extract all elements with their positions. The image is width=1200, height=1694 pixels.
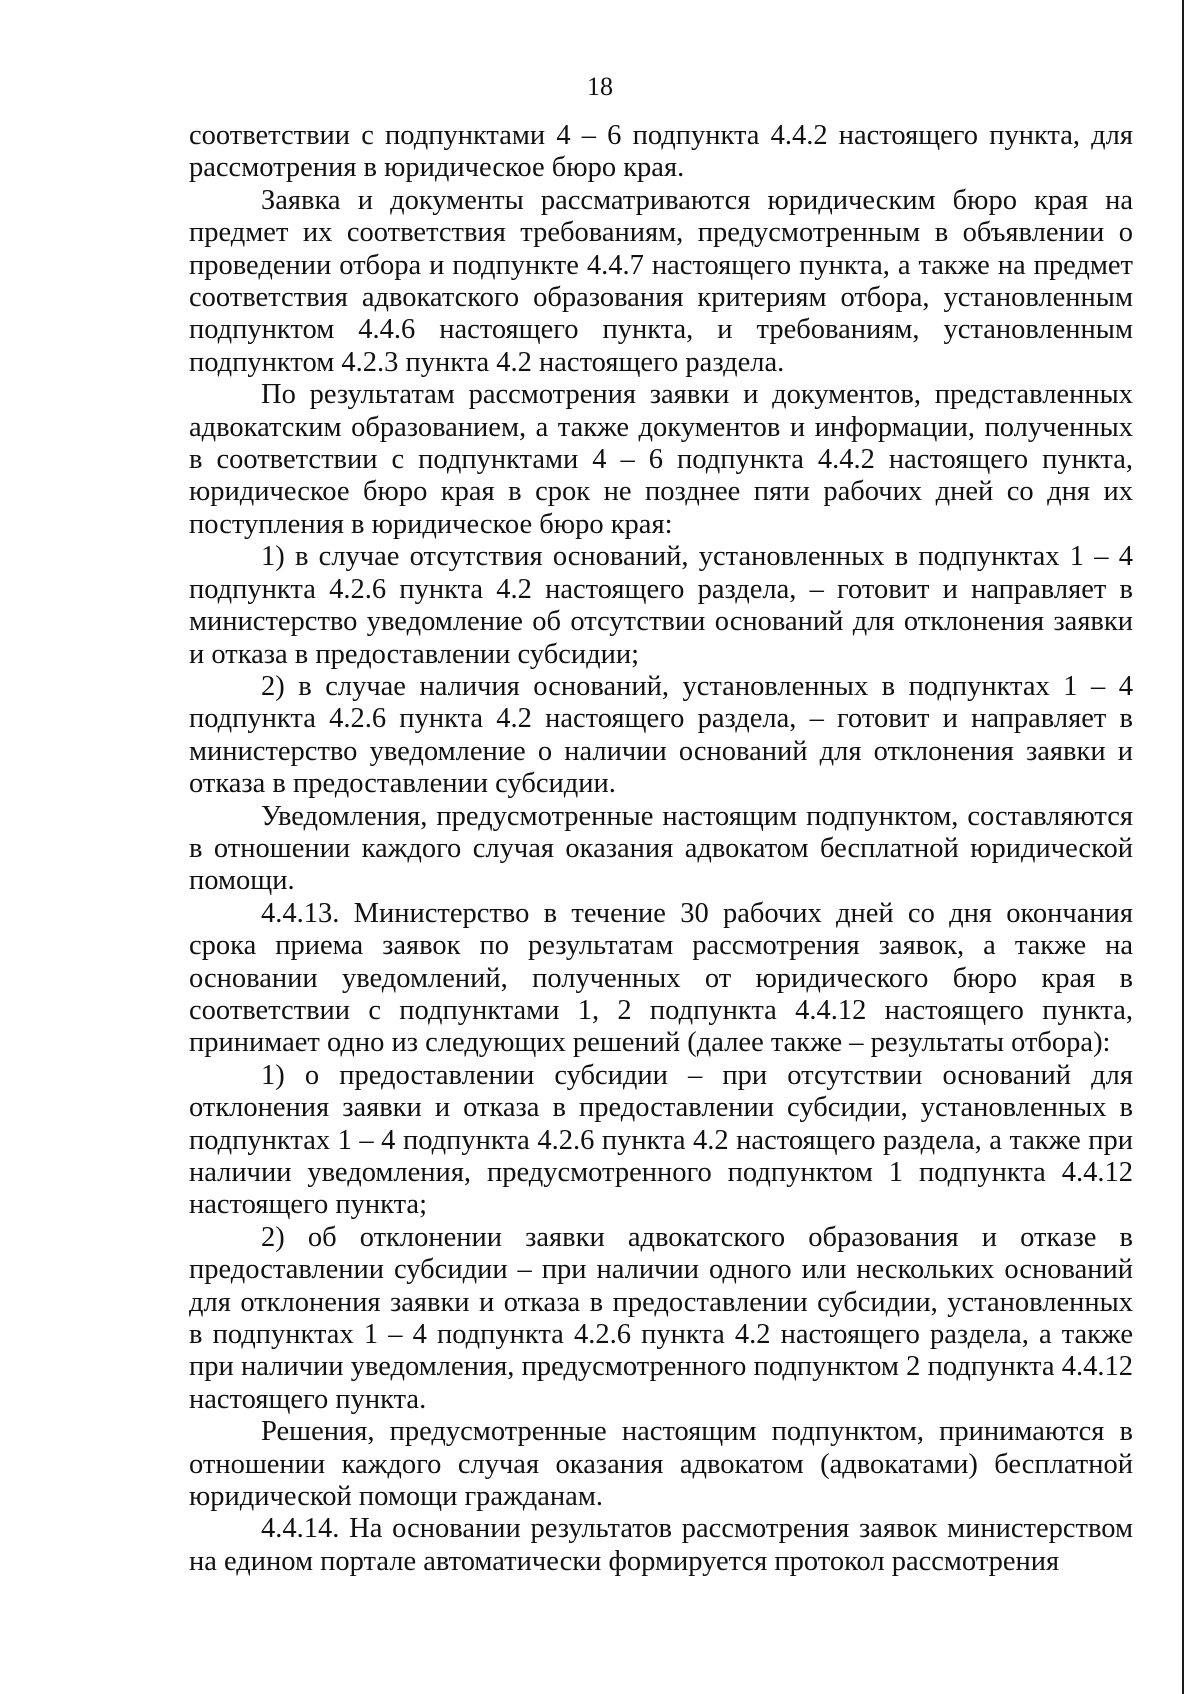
paragraph: По результатам рассмотрения заявки и документов, представленных адвокатским образованием, а также документов и информации, полученных в соответствии с подпунктами 4 – 6 подпункта 4.4.2 настоящего пункта, юридическое бюро края в срок не позднее пяти рабочих дней со дня их поступления в юридическое бюро края: — [189, 379, 1133, 540]
paragraph: Уведомления, предусмотренные настоящим подпунктом, составляются в отношении каждого случая оказания адвокатом бесплатной юридической помощи. — [189, 800, 1133, 897]
list-item: 1) о предоставлении субсидии – при отсутствии оснований для отклонения заявки и отказа в предоставлении субсидии, установленных в подпунктах 1 – 4 подпункта 4.2.6 пункта 4.2 настоящего раздела, а также при наличии уведомления, предусмотренного подпунктом 1 подпункта 4.4.12 настоящего пункта; — [189, 1059, 1133, 1221]
list-item: 2) об отклонении заявки адвокатского образования и отказе в предоставлении субсидии – при наличии одного или нескольких оснований для отклонения заявки и отказа в предоставлении субсидии, установленных в подпунктах 1 – 4 подпункта 4.2.6 пункта 4.2 настоящего раздела, а также при наличии уведомления, предусмотренного подпунктом 2 подпункта 4.4.12 настоящего пункта. — [189, 1221, 1133, 1415]
section-paragraph: 4.4.14. На основании результатов рассмотрения заявок министерством на едином портале автоматически формируется протокол рассмотрения — [189, 1513, 1133, 1577]
page-number: 18 — [587, 72, 613, 101]
page-edge-line — [1182, 0, 1184, 1694]
section-paragraph: 4.4.13. Министерство в течение 30 рабочих дней со дня окончания срока приема заявок по результатам рассмотрения заявок, а также на основании уведомлений, полученных от юридического бюро края в соответствии с подпунктами 1, 2 подпункта 4.4.12 настоящего пункта, принимает одно из следующих решений (далее также – результаты отбора): — [189, 897, 1133, 1059]
paragraph: Решения, предусмотренные настоящим подпунктом, принимаются в отношении каждого случая оказания адвокатом (адвокатами) бесплатной юридической помощи гражданам. — [189, 1416, 1133, 1513]
list-item: 1) в случае отсутствия оснований, установленных в подпунктах 1 – 4 подпункта 4.2.6 пункта 4.2 настоящего раздела, – готовит и направляет в министерство уведомление об отсутствии оснований для отклонения заявки и отказа в предоставлении субсидии; — [189, 541, 1133, 670]
document-body — [189, 120, 1133, 1578]
paragraph: Заявка и документы рассматриваются юридическим бюро края на предмет их соответствия требованиям, предусмотренным в объявлении о проведении отбора и подпункте 4.4.7 настоящего пункта, а также на предмет соответствия адвокатского образования критериям отбора, установленным подпунктом 4.4.6 настоящего пункта, и требованиям, установленным подпунктом 4.2.3 пункта 4.2 настоящего раздела. — [189, 184, 1133, 378]
list-item: 2) в случае наличия оснований, установленных в подпунктах 1 – 4 подпункта 4.2.6 пункта 4.2 настоящего раздела, – готовит и направляет в министерство уведомление о наличии оснований для отклонения заявки и отказа в предоставлении субсидии. — [189, 670, 1133, 800]
paragraph-continuation: соответствии с подпунктами 4 – 6 подпункта 4.4.2 настоящего пункта, для рассмотрения в юридическое бюро края. — [189, 120, 1133, 184]
